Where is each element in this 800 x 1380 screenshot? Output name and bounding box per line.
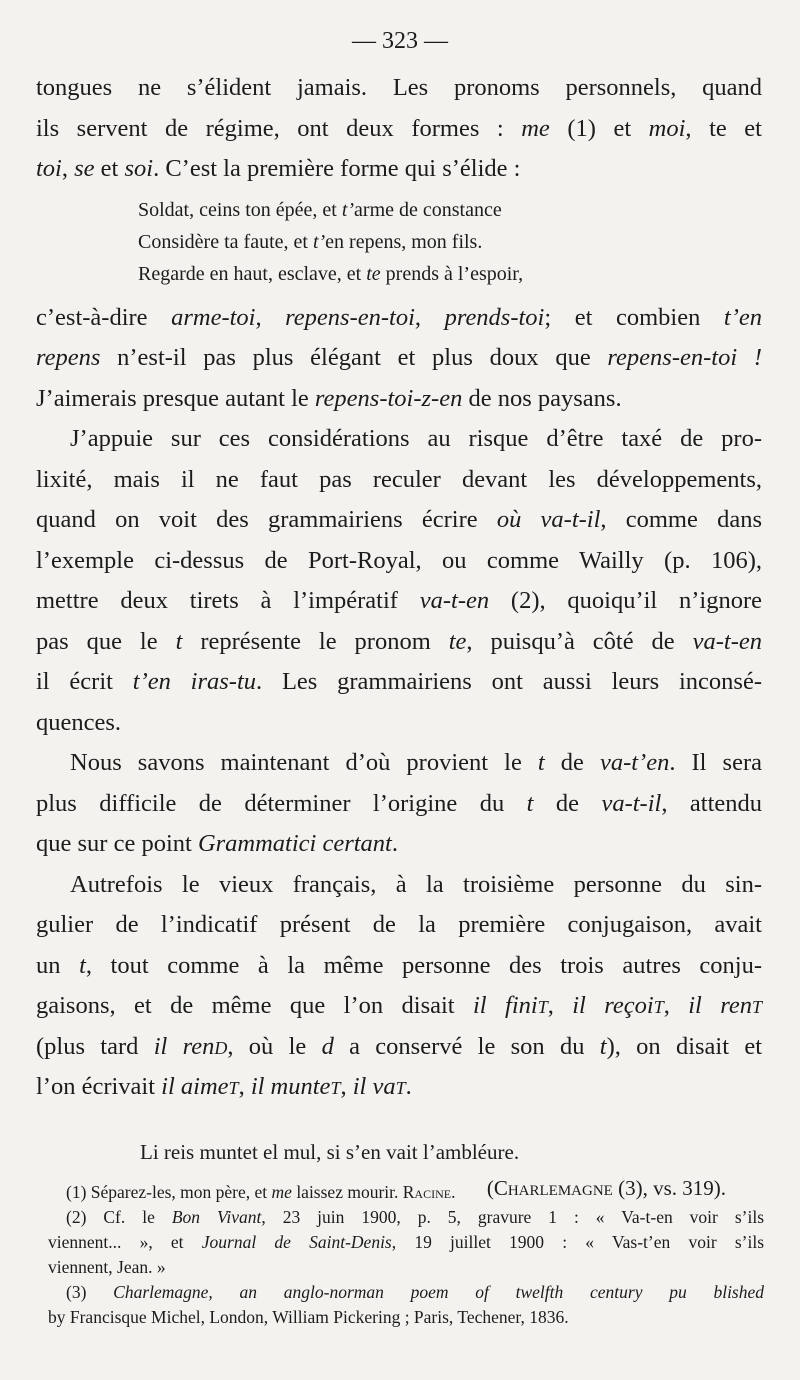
paragraph-elision-examples [36, 298, 762, 420]
verse-quotation [36, 194, 762, 290]
text-line: Autrefois le vieux français, à la troisième personne du sin- [70, 870, 762, 898]
text-line: plus difficile de déterminer l’origine du t de va-t-il, attendu [36, 789, 762, 817]
text-line: ils servent de régime, ont deux formes : me (1) et moi, te et [36, 114, 762, 142]
footnote-3: (3) Charlemagne, an anglo-norman poem of twelfth century pu blished [66, 1282, 765, 1302]
text-line: quences. [36, 708, 122, 736]
paragraph-old-french [36, 865, 762, 1108]
body-text [36, 68, 762, 1206]
text-line: pas que le t représente le pronom te, puisqu’à côté de va-t-en [36, 627, 762, 655]
paragraph-pronouns [36, 68, 762, 190]
footnote-2: (2) Cf. le Bon Vivant, 23 juin 1900, p. 5, gravure 1 : « Va-t-en voir s’ils [66, 1207, 764, 1227]
paragraph-grammarians [36, 419, 762, 743]
footnotes [48, 1180, 764, 1330]
text-line: c’est-à-dire arme-toi, repens-en-toi, prends-toi; et combien t’en [36, 303, 762, 331]
text-line: l’exemple ci-dessus de Port-Royal, ou comme Wailly (p. 106), [36, 546, 762, 574]
text-line: tongues ne s’élident jamais. Les pronoms personnels, quand [36, 74, 762, 101]
text-line: repens n’est-il pas plus élégant et plus doux que repens-en-toi ! [36, 344, 763, 371]
text-line: Nous savons maintenant d’où provient le t de va-t’en. Il sera [70, 749, 762, 776]
footnote-2-cont: viennent... », et Journal de Saint-Denis, 19 juillet 1900 : « Vas-t’en voir s’ils [48, 1232, 765, 1252]
text-line: (plus tard il renD, où le d a conservé le son du t), on disait et [36, 1032, 762, 1060]
page-number: — 323 — [352, 28, 448, 54]
text-line: toi, se et soi. C’est la première forme qui s’élide : [36, 155, 521, 182]
text-line: l’on écrivait il aimeT, il munteT, il vaT. [36, 1073, 412, 1100]
text-line: il écrit t’en iras-tu. Les grammairiens ont aussi leurs inconsé- [36, 668, 763, 695]
text-line: gulier de l’indicatif présent de la première conjugaison, avait [36, 911, 762, 938]
paragraph-origin [36, 743, 762, 865]
text-line: J’aimerais presque autant le repens-toi-z-en de nos paysans. [36, 384, 622, 412]
footnote-3-cont: by Francisque Michel, London, William Pickering ; Paris, Techener, 1836. [48, 1307, 569, 1327]
verse-line: Considère ta faute, et t’en repens, mon fils. [138, 230, 483, 253]
text-line: J’appuie sur ces considérations au risque d’être taxé de pro- [70, 425, 762, 452]
text-line: quand on voit des grammairiens écrire où va-t-il, comme dans [36, 506, 762, 533]
quote-line: Li reis muntet el mul, si s’en vait l’ambléure. [140, 1139, 520, 1164]
quote-source: (Charlemagne (3), vs. 319). [486, 1175, 726, 1200]
text-line: gaisons, et de même que l’on disait il finiT, il reçoiT, il renT [36, 992, 763, 1019]
text-line: que sur ce point Grammatici certant. [36, 830, 398, 857]
footnote-2-end: viennent, Jean. » [48, 1257, 166, 1277]
verse-line: Soldat, ceins ton épée, et t’arme de constance [138, 198, 502, 221]
verse-line: Regarde en haut, esclave, et te prends à l’espoir, [138, 262, 524, 285]
text-line: lixité, mais il ne faut pas reculer devant les développements, [36, 465, 762, 493]
footnote-1: (1) Séparez-les, mon père, et me laissez mourir. Racine. [66, 1182, 456, 1202]
text-line: un t, tout comme à la même personne des trois autres conju- [36, 951, 763, 979]
text-line: mettre deux tirets à l’impératif va-t-en (2), quoiqu’il n’ignore [36, 587, 762, 614]
